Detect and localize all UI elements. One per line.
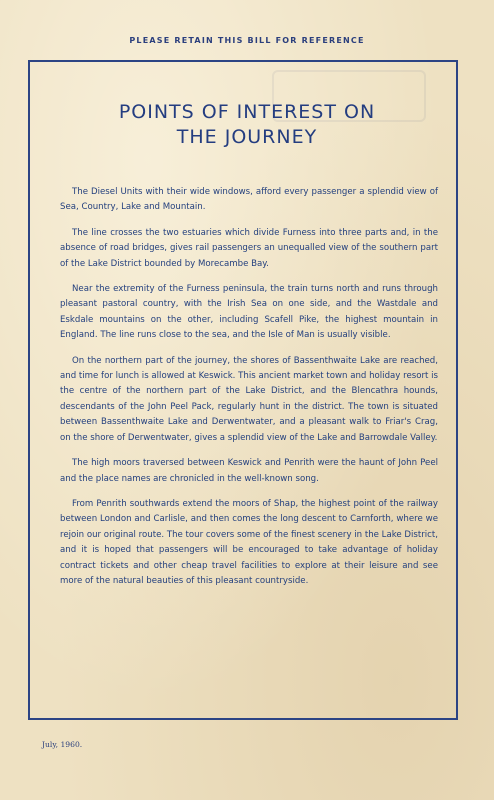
paragraph-diesel-units: The Diesel Units with their wide windows, afford every passenger a splendid view of Sea, Country, Lake and Mountain.	[60, 187, 438, 213]
title-line-2: THE JOURNEY	[176, 126, 318, 148]
title-line-1: POINTS OF INTEREST ON	[118, 101, 376, 123]
paragraph-keswick: On the northern part of the journey, the shores of Bassenthwaite Lake are reached, and time for lunch is allowed at Keswick. This ancient market town and holiday resort is the centre of the northern part of the Lake District, and the Blencathra hounds, descendants of the John Peel Pack, regularly hunt in the district. The town is situated between Bassenthwaite Lake and Derwentwater, and a pleasant walk to Friar's Crag, on the shore of Derwentwater, gives a splendid view of the Lake and Barrowdale Valley.	[60, 355, 438, 443]
header-note: PLEASE RETAIN THIS BILL FOR REFERENCE	[129, 36, 365, 45]
print-date: July, 1960.	[42, 740, 83, 749]
paragraph-furness-peninsula: Near the extremity of the Furness peninsula, the train turns north and runs through pleasant pastoral country, with the Irish Sea on one side, and the Wastdale and Eskdale mountains on the other, including Scafell Pike, the highest mountain in England. The line runs close to the sea, and the Isle of Man is usually visible.	[60, 284, 438, 341]
paragraph-john-peel: The high moors traversed between Keswick and Penrith were the haunt of John Peel and the place names are chronicled in the well-known song.	[60, 458, 438, 484]
page-title	[0, 100, 494, 150]
body-text	[60, 185, 438, 599]
paragraph-penrith-shap: From Penrith southwards extend the moors of Shap, the highest point of the railway between London and Carlisle, and then comes the long descent to Carnforth, where we rejoin our original route. The tour covers some of the finest scenery in the Lake District, and it is hoped that passengers will be encouraged to take advantage of holiday contract tickets and other cheap travel facilities to explore at their leisure and see more of the natural beauties of this pleasant countryside.	[60, 498, 439, 586]
paragraph-estuaries: The line crosses the two estuaries which divide Furness into three parts and, in the absence of road bridges, gives rail passengers an unequalled view of the southern part of the Lake District bounded by Morecambe Bay.	[60, 227, 438, 269]
